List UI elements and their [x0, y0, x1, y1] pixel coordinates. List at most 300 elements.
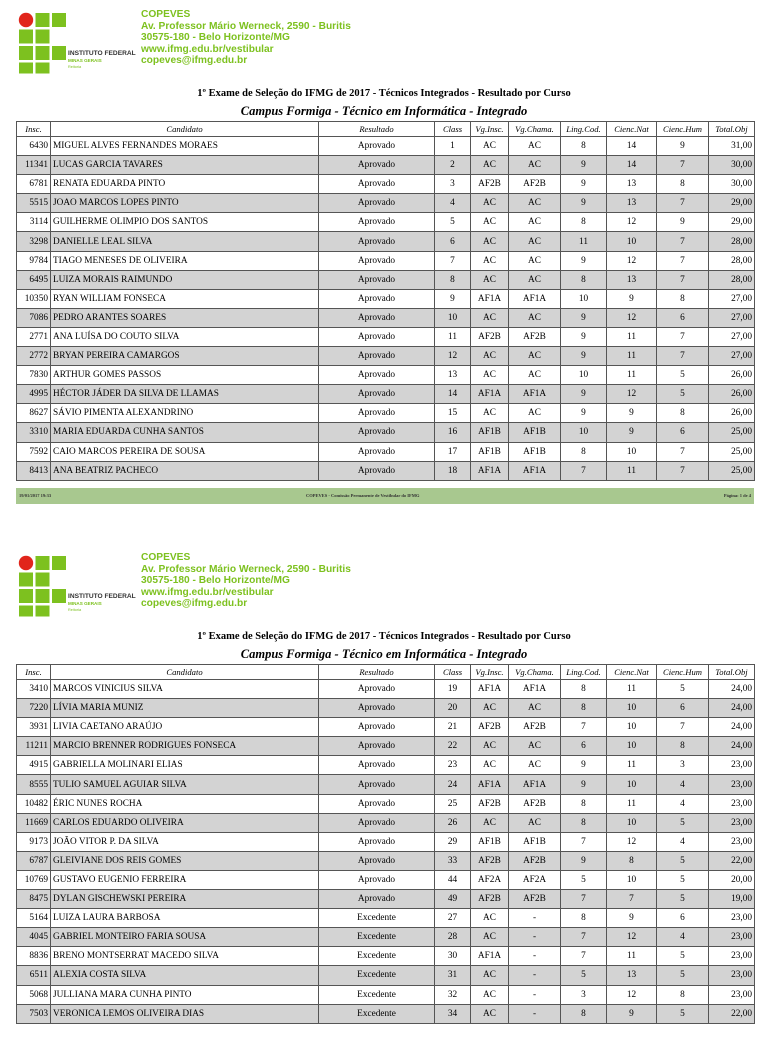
- table-cell: ARTHUR GOMES PASSOS: [51, 366, 319, 385]
- table-cell: 10: [607, 718, 657, 737]
- table-cell: CARLOS EDUARDO OLIVEIRA: [51, 813, 319, 832]
- table-cell: 9: [435, 289, 471, 308]
- table-row: [17, 327, 755, 346]
- table-cell: AC: [471, 756, 509, 775]
- table-header-row: [17, 122, 755, 137]
- table-cell: Aprovado: [319, 327, 435, 346]
- table-cell: 34: [435, 1004, 471, 1023]
- table-cell: Aprovado: [319, 870, 435, 889]
- table-cell: 31,00: [709, 137, 755, 156]
- table-cell: 11211: [17, 737, 51, 756]
- table-cell: AF2B: [471, 175, 509, 194]
- table-cell: AC: [471, 270, 509, 289]
- footer-date: 19/01/2017 19:33: [19, 493, 52, 498]
- table-cell: 6: [435, 232, 471, 251]
- table-cell: Aprovado: [319, 366, 435, 385]
- table-cell: AF2B: [509, 175, 561, 194]
- table-cell: 27,00: [709, 308, 755, 327]
- table-cell: AC: [471, 928, 509, 947]
- table-row: [17, 985, 755, 1004]
- table-cell: MARIA EDUARDA CUNHA SANTOS: [51, 423, 319, 442]
- results-table: [16, 664, 755, 1024]
- table-cell: AF1A: [471, 289, 509, 308]
- table-cell: 17: [435, 442, 471, 461]
- column-header: Vg.Chama.: [509, 122, 561, 137]
- table-cell: 10: [607, 870, 657, 889]
- table-cell: 9: [607, 1004, 657, 1023]
- table-cell: Excedente: [319, 909, 435, 928]
- website-link[interactable]: www.ifmg.edu.br/vestibular: [141, 43, 274, 55]
- document-title: 1º Exame de Seleção do IFMG de 2017 - Técnicos Integrados - Resultado por Curso: [197, 88, 571, 99]
- email-link[interactable]: copeves@ifmg.edu.br: [141, 598, 248, 610]
- table-cell: 12: [607, 985, 657, 1004]
- org-name: COPEVES: [141, 552, 191, 563]
- table-cell: GUILHERME OLIMPIO DOS SANTOS: [51, 213, 319, 232]
- column-header: Cienc.Hum: [657, 665, 709, 680]
- table-cell: 30,00: [709, 156, 755, 175]
- table-cell: 9: [607, 404, 657, 423]
- table-cell: 4: [657, 775, 709, 794]
- table-row: [17, 947, 755, 966]
- ifmg-logo: [18, 555, 136, 617]
- table-cell: 12: [607, 308, 657, 327]
- table-cell: 7: [657, 156, 709, 175]
- table-cell: AF2B: [509, 327, 561, 346]
- table-cell: Aprovado: [319, 194, 435, 213]
- table-cell: Aprovado: [319, 251, 435, 270]
- table-row: [17, 347, 755, 366]
- org-name: COPEVES: [141, 9, 191, 20]
- table-cell: 7830: [17, 366, 51, 385]
- page-footer: [16, 488, 754, 504]
- table-cell: LUCAS GARCIA TAVARES: [51, 156, 319, 175]
- table-cell: 11: [561, 232, 607, 251]
- cep: 30575-180 - Belo Horizonte/MG: [141, 575, 290, 587]
- table-cell: AF1B: [509, 832, 561, 851]
- table-cell: 23: [435, 756, 471, 775]
- table-cell: 10: [607, 813, 657, 832]
- table-cell: 9: [561, 251, 607, 270]
- table-cell: AF1A: [509, 461, 561, 480]
- table-cell: AC: [471, 347, 509, 366]
- table-cell: AF2B: [471, 718, 509, 737]
- table-cell: 24,00: [709, 699, 755, 718]
- table-cell: 28,00: [709, 232, 755, 251]
- table-cell: 9: [561, 156, 607, 175]
- table-cell: 3931: [17, 718, 51, 737]
- table-cell: Aprovado: [319, 442, 435, 461]
- table-row: [17, 813, 755, 832]
- table-cell: LUIZA LAURA BARBOSA: [51, 909, 319, 928]
- table-cell: 24,00: [709, 737, 755, 756]
- svg-text:MINAS GERAIS: MINAS GERAIS: [68, 601, 102, 606]
- table-cell: 26,00: [709, 366, 755, 385]
- table-cell: 28,00: [709, 251, 755, 270]
- table-cell: AF1B: [471, 832, 509, 851]
- table-cell: TIAGO MENESES DE OLIVEIRA: [51, 251, 319, 270]
- table-cell: 11: [607, 347, 657, 366]
- address: Av. Professor Mário Werneck, 2590 - Buritis: [141, 563, 351, 575]
- table-cell: 5: [561, 966, 607, 985]
- table-cell: 8: [561, 794, 607, 813]
- table-cell: AC: [471, 232, 509, 251]
- column-header: Total.Obj: [709, 665, 755, 680]
- table-cell: -: [509, 928, 561, 947]
- table-cell: 7: [657, 251, 709, 270]
- table-cell: 19,00: [709, 890, 755, 909]
- table-cell: Aprovado: [319, 347, 435, 366]
- table-cell: Aprovado: [319, 851, 435, 870]
- table-cell: 9: [561, 404, 607, 423]
- table-cell: 6495: [17, 270, 51, 289]
- table-cell: 6: [657, 699, 709, 718]
- table-cell: AC: [509, 194, 561, 213]
- column-header: Ling.Cod.: [561, 122, 607, 137]
- table-row: [17, 289, 755, 308]
- table-cell: -: [509, 909, 561, 928]
- table-cell: 13: [607, 966, 657, 985]
- table-cell: AF2B: [471, 327, 509, 346]
- table-cell: AC: [471, 194, 509, 213]
- table-cell: AF2B: [509, 718, 561, 737]
- table-cell: Excedente: [319, 985, 435, 1004]
- table-cell: 11: [607, 461, 657, 480]
- table-cell: 2772: [17, 347, 51, 366]
- table-cell: 8627: [17, 404, 51, 423]
- column-header: Cienc.Nat: [607, 122, 657, 137]
- table-cell: AC: [471, 366, 509, 385]
- table-cell: 18: [435, 461, 471, 480]
- table-cell: -: [509, 985, 561, 1004]
- table-cell: 12: [607, 928, 657, 947]
- table-cell: 6511: [17, 966, 51, 985]
- table-cell: 25,00: [709, 442, 755, 461]
- table-cell: AC: [471, 966, 509, 985]
- table-cell: RYAN WILLIAM FONSECA: [51, 289, 319, 308]
- table-cell: 4: [657, 794, 709, 813]
- table-cell: 14: [435, 385, 471, 404]
- table-cell: 23,00: [709, 775, 755, 794]
- table-cell: 23,00: [709, 985, 755, 1004]
- table-cell: 9: [561, 385, 607, 404]
- table-cell: 8836: [17, 947, 51, 966]
- table-cell: AC: [509, 251, 561, 270]
- table-cell: 23,00: [709, 756, 755, 775]
- table-cell: 24,00: [709, 680, 755, 699]
- table-row: [17, 718, 755, 737]
- table-cell: 6430: [17, 137, 51, 156]
- table-cell: AC: [471, 909, 509, 928]
- table-row: [17, 737, 755, 756]
- contact-block: [141, 552, 351, 610]
- table-cell: Aprovado: [319, 270, 435, 289]
- cep: 30575-180 - Belo Horizonte/MG: [141, 32, 290, 44]
- footer-page-number: Página: 1 de 4: [723, 493, 751, 498]
- table-cell: 22,00: [709, 1004, 755, 1023]
- table-cell: 10: [561, 423, 607, 442]
- table-row: [17, 423, 755, 442]
- table-cell: AC: [471, 404, 509, 423]
- table-cell: 27,00: [709, 289, 755, 308]
- table-cell: Aprovado: [319, 461, 435, 480]
- table-cell: 8: [561, 270, 607, 289]
- table-row: [17, 909, 755, 928]
- table-cell: 10: [607, 442, 657, 461]
- table-cell: 7: [657, 461, 709, 480]
- column-header: Insc.: [17, 665, 51, 680]
- table-cell: 5068: [17, 985, 51, 1004]
- table-cell: 13: [435, 366, 471, 385]
- table-cell: 11: [435, 327, 471, 346]
- table-cell: 10350: [17, 289, 51, 308]
- table-cell: 8413: [17, 461, 51, 480]
- table-cell: 8: [607, 851, 657, 870]
- table-cell: 23,00: [709, 832, 755, 851]
- table-cell: AF1A: [471, 947, 509, 966]
- table-cell: 12: [607, 251, 657, 270]
- column-header: Resultado: [319, 665, 435, 680]
- table-row: [17, 680, 755, 699]
- table-cell: 9173: [17, 832, 51, 851]
- contact-block: [141, 9, 351, 67]
- table-cell: 10: [607, 699, 657, 718]
- table-cell: 5: [657, 385, 709, 404]
- table-cell: Aprovado: [319, 832, 435, 851]
- results-table: [16, 121, 755, 481]
- table-cell: 14: [607, 137, 657, 156]
- table-cell: 12: [607, 213, 657, 232]
- table-cell: Aprovado: [319, 232, 435, 251]
- column-header: Vg.Insc.: [471, 122, 509, 137]
- table-cell: 6787: [17, 851, 51, 870]
- table-cell: 26: [435, 813, 471, 832]
- table-cell: ANA BEATRIZ PACHECO: [51, 461, 319, 480]
- table-cell: 23,00: [709, 909, 755, 928]
- table-cell: Excedente: [319, 966, 435, 985]
- table-cell: 7: [657, 194, 709, 213]
- table-cell: 49: [435, 890, 471, 909]
- table-cell: Aprovado: [319, 289, 435, 308]
- table-cell: 12: [607, 832, 657, 851]
- table-cell: 7503: [17, 1004, 51, 1023]
- table-cell: 7: [561, 928, 607, 947]
- result-page-2: [0, 543, 768, 1055]
- column-header: Class: [435, 665, 471, 680]
- table-cell: Aprovado: [319, 794, 435, 813]
- table-cell: Excedente: [319, 1004, 435, 1023]
- table-cell: AC: [509, 699, 561, 718]
- table-cell: AF1A: [509, 680, 561, 699]
- table-row: [17, 175, 755, 194]
- email-link[interactable]: copeves@ifmg.edu.br: [141, 55, 248, 67]
- table-cell: 10: [561, 366, 607, 385]
- course-subtitle: Campus Formiga - Técnico em Informática - Integrado: [240, 104, 528, 118]
- table-cell: 7: [657, 270, 709, 289]
- table-cell: 6: [561, 737, 607, 756]
- table-cell: AF1A: [509, 775, 561, 794]
- column-header: Candidato: [51, 665, 319, 680]
- website-link[interactable]: www.ifmg.edu.br/vestibular: [141, 586, 274, 598]
- table-cell: VERONICA LEMOS OLIVEIRA DIAS: [51, 1004, 319, 1023]
- table-cell: 8: [657, 985, 709, 1004]
- table-cell: 13: [607, 175, 657, 194]
- table-cell: 5164: [17, 909, 51, 928]
- table-cell: AC: [471, 251, 509, 270]
- course-subtitle: Campus Formiga - Técnico em Informática - Integrado: [240, 647, 528, 661]
- table-row: [17, 1004, 755, 1023]
- table-cell: AF1A: [471, 680, 509, 699]
- table-cell: 10769: [17, 870, 51, 889]
- ifmg-logo: [18, 12, 136, 74]
- table-cell: Aprovado: [319, 813, 435, 832]
- table-header-row: [17, 665, 755, 680]
- table-cell: AF1A: [509, 385, 561, 404]
- table-cell: Aprovado: [319, 699, 435, 718]
- table-cell: 24: [435, 775, 471, 794]
- table-cell: MARCOS VINICIUS SILVA: [51, 680, 319, 699]
- table-cell: PEDRO ARANTES SOARES: [51, 308, 319, 327]
- table-cell: Excedente: [319, 947, 435, 966]
- table-cell: 30,00: [709, 175, 755, 194]
- table-cell: LÍVIA MARIA MUNIZ: [51, 699, 319, 718]
- table-cell: 11: [607, 680, 657, 699]
- table-cell: 20,00: [709, 870, 755, 889]
- table-cell: 7: [657, 442, 709, 461]
- table-cell: 8: [657, 404, 709, 423]
- table-cell: 7592: [17, 442, 51, 461]
- table-cell: AC: [509, 737, 561, 756]
- table-cell: 32: [435, 985, 471, 1004]
- table-cell: 3114: [17, 213, 51, 232]
- table-cell: 7: [561, 718, 607, 737]
- table-cell: 24,00: [709, 718, 755, 737]
- table-cell: 25: [435, 794, 471, 813]
- table-cell: 22: [435, 737, 471, 756]
- table-cell: 8: [561, 442, 607, 461]
- table-cell: 25,00: [709, 423, 755, 442]
- table-cell: 7: [561, 947, 607, 966]
- table-cell: GABRIEL MONTEIRO FARIA SOUSA: [51, 928, 319, 947]
- table-cell: AC: [509, 137, 561, 156]
- table-cell: 9: [561, 851, 607, 870]
- table-cell: Aprovado: [319, 737, 435, 756]
- table-cell: 4: [657, 928, 709, 947]
- table-cell: 13: [607, 194, 657, 213]
- table-cell: 6: [657, 423, 709, 442]
- table-cell: 25,00: [709, 461, 755, 480]
- table-row: [17, 442, 755, 461]
- table-cell: 26,00: [709, 385, 755, 404]
- svg-text:MINAS GERAIS: MINAS GERAIS: [68, 58, 102, 63]
- table-cell: 9: [561, 756, 607, 775]
- table-cell: 5: [657, 870, 709, 889]
- table-cell: 5: [657, 890, 709, 909]
- table-row: [17, 870, 755, 889]
- table-cell: 31: [435, 966, 471, 985]
- table-cell: 7: [607, 890, 657, 909]
- table-cell: Aprovado: [319, 404, 435, 423]
- table-row: [17, 366, 755, 385]
- table-cell: 12: [435, 347, 471, 366]
- table-cell: 7: [435, 251, 471, 270]
- table-cell: 23,00: [709, 813, 755, 832]
- table-cell: 7: [657, 347, 709, 366]
- table-cell: Excedente: [319, 928, 435, 947]
- table-cell: 10: [607, 232, 657, 251]
- table-cell: 6: [657, 909, 709, 928]
- table-cell: 11: [607, 756, 657, 775]
- table-cell: SÁVIO PIMENTA ALEXANDRINO: [51, 404, 319, 423]
- table-cell: MIGUEL ALVES FERNANDES MORAES: [51, 137, 319, 156]
- table-cell: 3310: [17, 423, 51, 442]
- table-cell: 26,00: [709, 404, 755, 423]
- table-cell: 7: [561, 890, 607, 909]
- table-cell: LIVIA CAETANO ARAÚJO: [51, 718, 319, 737]
- table-cell: 8: [561, 680, 607, 699]
- column-header: Cienc.Nat: [607, 665, 657, 680]
- table-cell: 30: [435, 947, 471, 966]
- table-row: [17, 404, 755, 423]
- column-header: Ling.Cod.: [561, 665, 607, 680]
- table-cell: AF2B: [471, 794, 509, 813]
- table-cell: 11: [607, 947, 657, 966]
- table-cell: Aprovado: [319, 137, 435, 156]
- table-cell: AC: [471, 213, 509, 232]
- table-cell: AF1B: [471, 423, 509, 442]
- table-row: [17, 851, 755, 870]
- table-cell: MARCIO BRENNER RODRIGUES FONSECA: [51, 737, 319, 756]
- table-cell: 9: [561, 194, 607, 213]
- table-cell: 9: [561, 347, 607, 366]
- table-cell: 11669: [17, 813, 51, 832]
- table-cell: -: [509, 947, 561, 966]
- column-header: Class: [435, 122, 471, 137]
- table-cell: 5: [657, 366, 709, 385]
- table-cell: Aprovado: [319, 213, 435, 232]
- table-cell: GABRIELLA MOLINARI ELIAS: [51, 756, 319, 775]
- table-row: [17, 928, 755, 947]
- document-title: 1º Exame de Seleção do IFMG de 2017 - Técnicos Integrados - Resultado por Curso: [197, 631, 571, 642]
- table-cell: BRENO MONTSERRAT MACEDO SILVA: [51, 947, 319, 966]
- table-cell: RENATA EDUARDA PINTO: [51, 175, 319, 194]
- table-cell: 16: [435, 423, 471, 442]
- table-cell: 3: [561, 985, 607, 1004]
- table-cell: AC: [509, 156, 561, 175]
- table-cell: 9: [607, 909, 657, 928]
- table-cell: 8: [561, 1004, 607, 1023]
- table-cell: 23,00: [709, 966, 755, 985]
- column-header: Total.Obj: [709, 122, 755, 137]
- table-cell: 7: [657, 232, 709, 251]
- table-cell: AC: [509, 270, 561, 289]
- table-cell: Aprovado: [319, 890, 435, 909]
- table-row: [17, 156, 755, 175]
- table-cell: 7086: [17, 308, 51, 327]
- table-cell: 5: [657, 966, 709, 985]
- table-cell: Aprovado: [319, 175, 435, 194]
- table-cell: AC: [471, 985, 509, 1004]
- svg-text:Reitoria: Reitoria: [68, 608, 82, 612]
- address: Av. Professor Mário Werneck, 2590 - Buritis: [141, 20, 351, 32]
- table-row: [17, 966, 755, 985]
- table-cell: 7: [657, 327, 709, 346]
- table-cell: 3298: [17, 232, 51, 251]
- table-cell: Aprovado: [319, 775, 435, 794]
- table-cell: 23,00: [709, 947, 755, 966]
- table-cell: 21: [435, 718, 471, 737]
- table-row: [17, 308, 755, 327]
- column-header: Vg.Insc.: [471, 665, 509, 680]
